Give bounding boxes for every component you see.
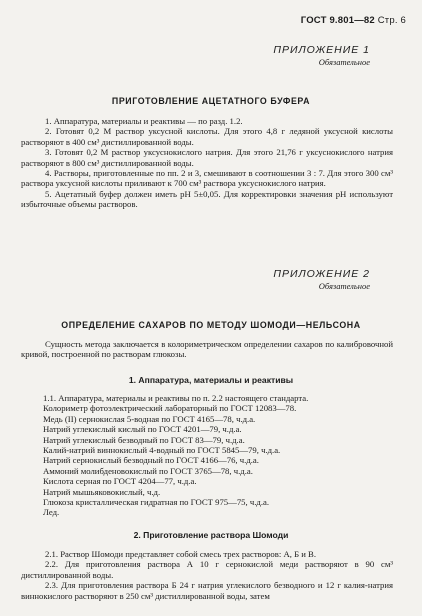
list-item: 1.1. Аппаратура, материалы и реактивы по п. 2.2 настоящего стандарта. <box>43 393 309 403</box>
list-item: Лед. <box>43 507 60 518</box>
list-item: Калий-натрий виннокислый 4-водный по ГОСТ 5845—79, ч.д.а. <box>43 445 281 456</box>
appendix-2-subtitle: Обязательное <box>318 281 370 291</box>
section-2-intro <box>21 339 393 360</box>
subsection-1-title: 1. Аппаратура, материалы и реактивы <box>128 375 294 385</box>
section-1-title: ПРИГОТОВЛЕНИЕ АЦЕТАТНОГО БУФЕРА <box>111 96 311 106</box>
paragraph: 2.1. Раствор Шомоди представляет собой смесь трех растворов: А, Б и В. <box>45 549 317 559</box>
paragraph: 1. Аппаратура, материалы и реактивы — по разд. 1.2. <box>45 116 243 126</box>
list-item: Колориметр фотоэлектрический лабораторный по ГОСТ 12083—78. <box>43 403 297 414</box>
paragraph: Сущность метода заключается в колориметрическом определении сахаров по калибровочной кривой, построенной по растворам глюкозы. <box>21 339 393 360</box>
appendix-1-title: ПРИЛОЖЕНИЕ 1 <box>273 44 370 56</box>
appendix-2-label <box>273 268 370 292</box>
paragraph: 5. Ацетатный буфер должен иметь pH 5±0,05. Для корректировки значения pH используют избыточные объемы растворов. <box>21 188 393 210</box>
appendix-1-subtitle: Обязательное <box>318 57 370 67</box>
list-item: Глюкоза кристаллическая гидратная по ГОСТ 975—75, ч.д.а. <box>43 497 270 508</box>
list-item: Аммоний молибденовокислый по ГОСТ 3765—78, ч.д.а. <box>43 465 253 476</box>
materials-list <box>21 393 393 518</box>
subsection-2-body <box>21 549 393 601</box>
list-item: Натрий мышьяковокислый, ч.д. <box>43 486 161 497</box>
section-2-title: ОПРЕДЕЛЕНИЕ САХАРОВ ПО МЕТОДУ ШОМОДИ—НЕЛЬСОНА <box>61 320 361 330</box>
paragraph: 2.2. Для приготовления раствора А 10 г сернокислой меди растворяют в 90 см³ дистиллированной воды. <box>21 559 393 580</box>
paragraph: 4. Растворы, приготовленные по пп. 2 и 3, смешивают в соотношении 3 : 7. Для этого 300 см³ раствора уксусной кислоты приливают к 700 см³ раствора уксуснокислого натрия. <box>21 168 393 189</box>
standard-number: ГОСТ 9.801—82 <box>300 15 375 26</box>
appendix-1-label <box>273 44 370 68</box>
list-item: Натрий углекислый кислый по ГОСТ 4201—79, ч.д.а. <box>43 424 242 435</box>
subsection-2-title: 2. Приготовление раствора Шомоди <box>133 530 289 540</box>
page-header <box>301 15 406 26</box>
paragraph: 2.3. Для приготовления раствора Б 24 г натрия углекислого безводного и 12 г калия-натрия виннокислого растворяют в 250 см³ дистиллированной воды, затем <box>21 580 393 601</box>
list-item: Медь (II) сернокислая 5-водная по ГОСТ 4165—78, ч.д.а. <box>43 413 256 424</box>
paragraph: 2. Готовят 0,2 М раствор уксусной кислоты. Для этого 4,8 г ледяной уксусной кислоты растворяют в 400 см³ дистиллированной воды. <box>21 126 393 147</box>
list-item: Натрий сернокислый безводный по ГОСТ 4166—76, ч.д.а. <box>43 455 259 466</box>
list-item: Кислота серная по ГОСТ 4204—77, ч.д.а. <box>43 476 197 487</box>
section-1-body <box>21 116 393 210</box>
appendix-2-title: ПРИЛОЖЕНИЕ 2 <box>273 268 370 280</box>
list-item: Натрий углекислый безводный по ГОСТ 83—79, ч.д.а. <box>43 434 245 445</box>
page-number: Стр. 6 <box>377 15 406 26</box>
paragraph: 3. Готовят 0,2 М раствор уксуснокислого натрия. Для этого 21,76 г уксуснокислого натрия растворяют в 800 см³ дистиллированной воды. <box>21 147 393 168</box>
